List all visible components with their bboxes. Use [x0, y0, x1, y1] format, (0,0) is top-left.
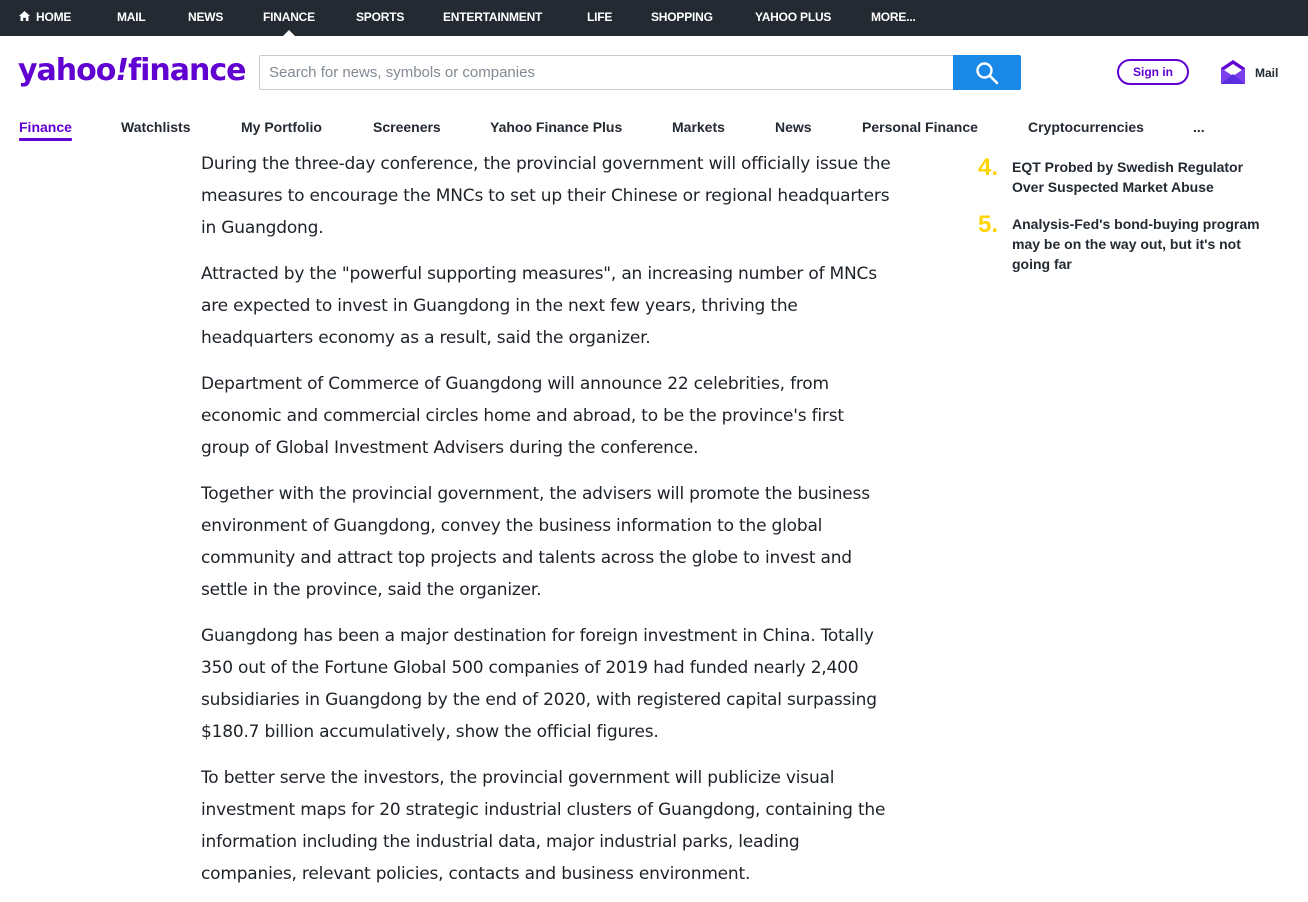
article-paragraph: Attracted by the "powerful supporting measures", an increasing number of MNCs are expected to invest in Guangdong in the next few years, thriving the headquarters economy as a result, said the organizer. — [201, 264, 877, 348]
subnav-yahoo-finance-plus[interactable]: Yahoo Finance Plus — [490, 119, 623, 135]
logo-bang-text: ! — [115, 53, 129, 88]
top-nav-sports[interactable]: SPORTS — [356, 10, 405, 24]
logo-yahoo-text: yahoo — [18, 53, 116, 88]
subnav-personal-finance[interactable]: Personal Finance — [862, 119, 978, 135]
subnav-markets[interactable]: Markets — [672, 119, 725, 135]
subnav-screeners[interactable]: Screeners — [373, 119, 441, 135]
article-paragraph: Guangdong has been a major destination for foreign investment in China. Totally 350 out of the Fortune Global 500 companies of 2019 had funded nearly 2,400 subsidiaries in Guangdong by the end of 2020, with registered capital surpassing $180.7 billion accumulatively, show the official figures. — [201, 626, 877, 742]
mail-icon[interactable] — [1220, 59, 1246, 85]
article-paragraph: During the three-day conference, the provincial government will officially issue the measures to encourage the MNCs to set up their Chinese or regional headquarters in Guangdong. — [201, 154, 891, 238]
top-nav-life[interactable]: LIFE — [587, 10, 613, 24]
article-body — [201, 148, 891, 902]
logo-finance-text: finance — [128, 53, 246, 88]
trending-number: 5. — [978, 211, 999, 238]
top-nav-finance[interactable]: FINANCE — [263, 0, 315, 36]
trending-title[interactable]: EQT Probed by Swedish Regulator Over Suspected Market Abuse — [1012, 159, 1244, 195]
top-nav-bar — [0, 0, 1308, 36]
top-nav-yahoo-plus[interactable]: YAHOO PLUS — [755, 10, 832, 24]
home-icon — [19, 11, 30, 21]
top-nav-home[interactable] — [19, 0, 71, 36]
subnav-more[interactable]: ... — [1193, 119, 1205, 135]
top-nav-mail[interactable]: MAIL — [117, 10, 146, 24]
search-box — [259, 55, 954, 90]
search-input[interactable] — [260, 56, 954, 89]
top-nav-home-label: HOME — [36, 10, 72, 24]
article-paragraph: Together with the provincial government, the advisers will promote the business environment of Guangdong, convey the business information to the global community and attract top projects and talents across the globe to invest and settle in the province, said the organizer. — [201, 484, 870, 600]
search-button[interactable] — [953, 55, 1021, 90]
yahoo-finance-logo[interactable] — [18, 53, 246, 89]
search-icon — [975, 61, 999, 85]
subnav-my-portfolio[interactable]: My Portfolio — [241, 119, 322, 135]
trending-title[interactable]: Analysis-Fed's bond-buying program may be on the way out, but it's not going far — [1012, 216, 1260, 272]
subnav-cryptocurrencies[interactable]: Cryptocurrencies — [1028, 119, 1144, 135]
trending-number: 4. — [978, 154, 999, 181]
top-nav-shopping[interactable]: SHOPPING — [651, 10, 713, 24]
article-paragraph: Department of Commerce of Guangdong will announce 22 celebrities, from economic and commercial circles home and abroad, to be the province's first group of Global Investment Advisers during the conference. — [201, 374, 844, 458]
top-nav-more[interactable]: MORE... — [871, 10, 916, 24]
top-nav-news[interactable]: NEWS — [188, 10, 224, 24]
article-paragraph: To better serve the investors, the provincial government will publicize visual investment maps for 20 strategic industrial clusters of Guangdong, containing the information including the industrial data, major industrial parks, leading companies, relevant policies, contacts and business environment. — [201, 768, 886, 884]
subnav-news[interactable]: News — [775, 119, 812, 135]
sign-in-button[interactable]: Sign in — [1117, 59, 1189, 85]
mail-label[interactable]: Mail — [1255, 66, 1279, 80]
top-nav-entertainment[interactable]: ENTERTAINMENT — [443, 10, 543, 24]
subnav-finance[interactable]: Finance — [19, 119, 72, 135]
subnav-watchlists[interactable]: Watchlists — [121, 119, 191, 135]
